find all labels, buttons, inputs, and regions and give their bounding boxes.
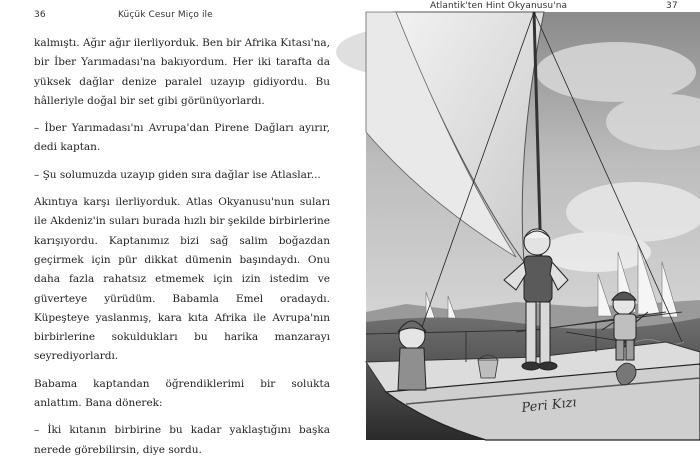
paragraph-4: Akıntıya karşı ilerliyorduk. Atlas Okyanusu'nun suları ile Akdeniz'in suları burada hızlı bir şekilde birbirlerine karışıyordu. Kaptanımız bizi sağ salim boğazdan geçirmek için pür dikkat dümenin başındaydı. Onu daha fazla rahatsız etmemek için izin istedim ve güverteye yürüdüm. Babamla Emel oradaydı. Küpeşteye yaslanmış, kara kıta Afrika ile Avrupa'nın birbirlerine sokuldukları bu harika manzarayı seyrediyorlardı.	[34, 196, 330, 363]
running-title-left: Küçük Cesur Miço ile	[118, 10, 213, 20]
running-title-right: Atlantik'ten Hint Okyanusu'na	[430, 1, 568, 11]
left-page	[0, 0, 350, 456]
paragraph-5: Babama kaptandan öğrendiklerimi bir solukta anlattım. Bana dönerek:	[34, 377, 330, 410]
paragraph-3: – Şu solumuzda uzayıp giden sıra dağlar ise Atlaslar...	[34, 168, 321, 181]
paragraph-6: – İki kıtanın birbirine bu kadar yaklaştığını başka nerede görebilirsin, diye sordu.	[34, 424, 330, 456]
right-page	[350, 0, 700, 440]
boat-name: Peri Kızı	[520, 395, 578, 416]
girl-figure	[398, 321, 426, 390]
page-number-left: 36	[34, 10, 46, 20]
sailing-illustration	[366, 12, 700, 440]
body-text	[34, 34, 330, 468]
paragraph-1: kalmıştı. Ağır ağır ilerliyorduk. Ben bir Afrika Kıtası'na, bir İber Yarımadası'na bakıyordum. Her iki tarafta da yüksek dağlar denize paralel uzayıp gidiyordu. Bu hâlleriyle doğal bir set gibi görünüyorlardı.	[34, 37, 330, 107]
paragraph-2: – İber Yarımadası'nı Avrupa'dan Pirene Dağları ayırır, dedi kaptan.	[34, 122, 330, 154]
page-number-right: 37	[666, 1, 678, 11]
